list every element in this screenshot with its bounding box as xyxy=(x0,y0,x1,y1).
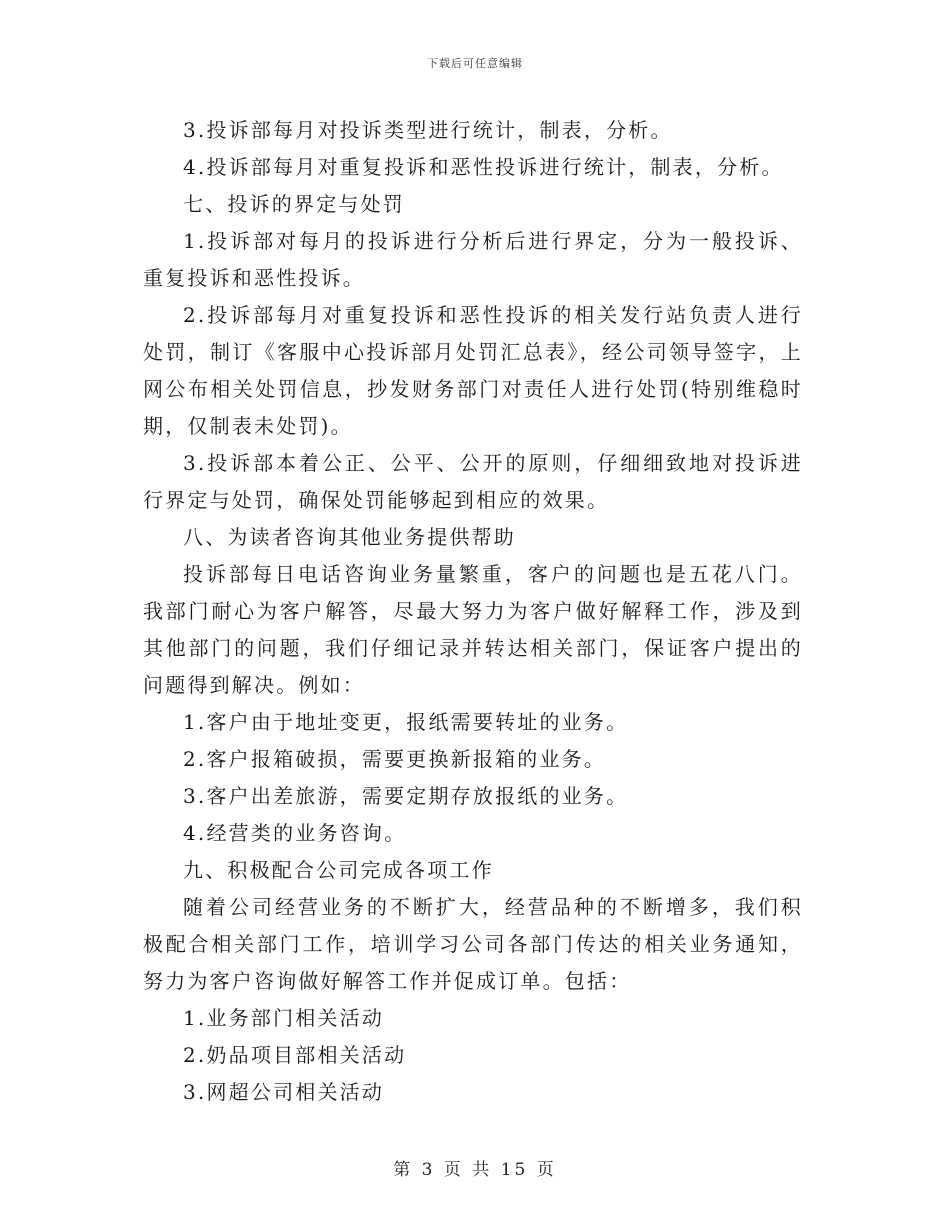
paragraph: 3.投诉部本着公正、公平、公开的原则，仔细细致地对投诉进行界定与处罚，确保处罚能够起到相应的效果。 xyxy=(143,451,803,512)
paragraph: 1.投诉部对每月的投诉进行分析后进行界定，分为一般投诉、重复投诉和恶性投诉。 xyxy=(143,229,803,290)
header-note: 下载后可任意编辑 xyxy=(427,57,523,70)
page-number: 第 3 页 共 15 页 xyxy=(393,1160,557,1180)
paragraph: 2.投诉部每月对重复投诉和恶性投诉的相关发行站负责人进行处罚，制订《客服中心投诉部月处罚汇总表》，经公司领导签字，上网公布相关处罚信息，抄发财务部门对责任人进行处罚(特别维稳时期，仅制表未处罚)。 xyxy=(143,303,803,438)
list-item: 3.客户出差旅游，需要定期存放报纸的业务。 xyxy=(183,784,629,808)
list-item: 2.奶品项目部相关活动 xyxy=(183,1043,407,1067)
list-item: 3.网超公司相关活动 xyxy=(183,1080,385,1104)
paragraph: 随着公司经营业务的不断扩大，经营品种的不断增多，我们积极配合相关部门工作，培训学习公司各部门传达的相关业务通知，努力为客户咨询做好解答工作并促成订单。包括： xyxy=(143,895,803,993)
paragraph: 投诉部每日电话咨询业务量繁重，客户的问题也是五花八门。我部门耐心为客户解答，尽最大努力为客户做好解释工作，涉及到其他部门的问题，我们仔细记录并转达相关部门，保证客户提出的问题得到解决。例如： xyxy=(143,562,803,697)
list-item: 2.客户报箱破损，需要更换新报箱的业务。 xyxy=(183,747,607,771)
section-heading: 七、投诉的界定与处罚 xyxy=(183,192,405,216)
section-heading: 八、为读者咨询其他业务提供帮助 xyxy=(183,525,516,549)
paragraph: 3.投诉部每月对投诉类型进行统计，制表，分析。 xyxy=(183,118,673,142)
list-item: 4.经营类的业务咨询。 xyxy=(183,821,407,845)
paragraph: 4.投诉部每月对重复投诉和恶性投诉进行统计，制表，分析。 xyxy=(183,155,784,179)
list-item: 1.客户由于地址变更，报纸需要转址的业务。 xyxy=(183,710,629,734)
document-body xyxy=(143,112,803,1111)
list-item: 1.业务部门相关活动 xyxy=(183,1006,385,1030)
section-heading: 九、积极配合公司完成各项工作 xyxy=(183,858,494,882)
